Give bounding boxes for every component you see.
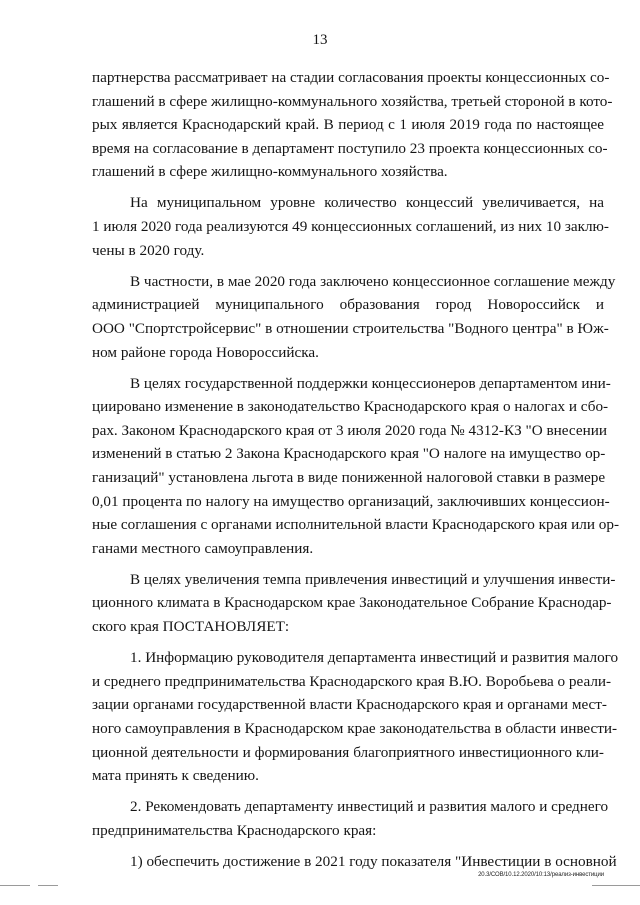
paragraph (92, 646, 619, 788)
paragraph-spacing (92, 788, 604, 796)
text-line: 1. Информацию руководителя департамента инвестиций и развития малого (130, 649, 619, 667)
text-line: ганами местного самоуправления. (92, 539, 314, 557)
paragraph-spacing (92, 842, 604, 850)
text-line: глашений в сфере жилищно-коммунального хозяйства, третьей стороной в кото- (92, 92, 613, 110)
text-line: изменений в статью 2 Закона Краснодарского края "О налоге на имущество ор- (92, 445, 606, 463)
text-line: ционного климата в Краснодарском крае Законодательное Собрание Краснодар- (92, 594, 612, 612)
text-line: В целях государственной поддержки концессионеров департаментом ини- (130, 374, 611, 392)
scan-edge-mark-left-2 (38, 885, 58, 886)
paragraph-spacing (92, 639, 604, 647)
text-line: ционной деятельности и формирования благоприятного инвестиционного кли- (92, 743, 604, 761)
text-line: глашений в сфере жилищно-коммунального хозяйства. (92, 163, 448, 181)
text-line: 2. Рекомендовать департаменту инвестиций и развития малого и среднего (130, 798, 609, 816)
text-line: администрацией муниципального образования город Новороссийск и (92, 296, 604, 314)
text-line: время на согласование в департамент поступило 23 проекта концессионных со- (92, 139, 608, 157)
text-line: ООО "Спортстройсервис" в отношении строительства "Водного центра" в Юж- (92, 319, 609, 337)
paragraph-spacing (92, 262, 604, 270)
text-line: ганизаций" установлена льгота в виде пониженной налоговой ставки в размере (92, 469, 606, 486)
text-line: рых является Краснодарский край. В период с 1 июля 2019 года по настоящее (92, 116, 604, 134)
text-line: 1 июля 2020 года реализуются 49 концессионных соглашений, из них 10 заклю- (92, 218, 609, 236)
paragraph-spacing (92, 184, 604, 192)
text-line: зации органами государственной власти Краснодарского края и органами мест- (92, 696, 607, 714)
scan-edge-mark-left (0, 885, 30, 886)
text-line: мата принять к сведению. (92, 767, 259, 785)
text-line: рах. Законом Краснодарского края от 3 июля 2020 года № 4312-КЗ "О внесении (92, 421, 607, 439)
text-line: ном районе города Новороссийска. (92, 343, 319, 361)
scan-edge-mark-right (592, 885, 640, 886)
paragraph (92, 191, 609, 262)
text-line: предпринимательства Краснодарского края: (92, 821, 377, 839)
text-line: чены в 2020 году. (92, 241, 205, 259)
text-line: 0,01 процента по налогу на имущество организаций, заключивших концессион- (92, 492, 610, 510)
text-line: и среднего предпринимательства Краснодарского края В.Ю. Воробьева о реали- (92, 672, 612, 690)
text-line: партнерства рассматривает на стадии согласования проекты концессионных со- (92, 69, 610, 86)
paragraph (92, 850, 617, 874)
paragraph (92, 795, 609, 842)
page-number: 13 (312, 32, 328, 48)
paragraph (92, 270, 616, 364)
paragraph (92, 372, 620, 561)
paragraph-spacing (92, 560, 604, 568)
document-body (92, 66, 620, 874)
paragraph (92, 66, 613, 184)
text-line: ного самоуправления в Краснодарском крае законодательства в области инвести- (92, 719, 618, 737)
text-line: В целях увеличения темпа привлечения инвестиций и улучшения инвести- (130, 570, 616, 588)
text-line: В частности, в мае 2020 года заключено концессионное соглашение между (130, 272, 616, 290)
text-line: циировано изменение в законодательство Краснодарского края о налогах и сбо- (92, 398, 609, 416)
text-line: На муниципальном уровне количество концессий увеличивается, на (130, 194, 604, 212)
text-line: 1) обеспечить достижение в 2021 году показателя "Инвестиции в основной (130, 852, 617, 870)
paragraph-spacing (92, 364, 604, 372)
text-line: ные соглашения с органами исполнительной власти Краснодарского края или ор- (92, 516, 620, 534)
footer-document-reference: 20.3/СОВ/10.12.2020/10:13/реализ-инвестиции (478, 872, 604, 878)
paragraph (92, 568, 616, 639)
text-line: ского края ПОСТАНОВЛЯЕТ: (92, 618, 290, 636)
